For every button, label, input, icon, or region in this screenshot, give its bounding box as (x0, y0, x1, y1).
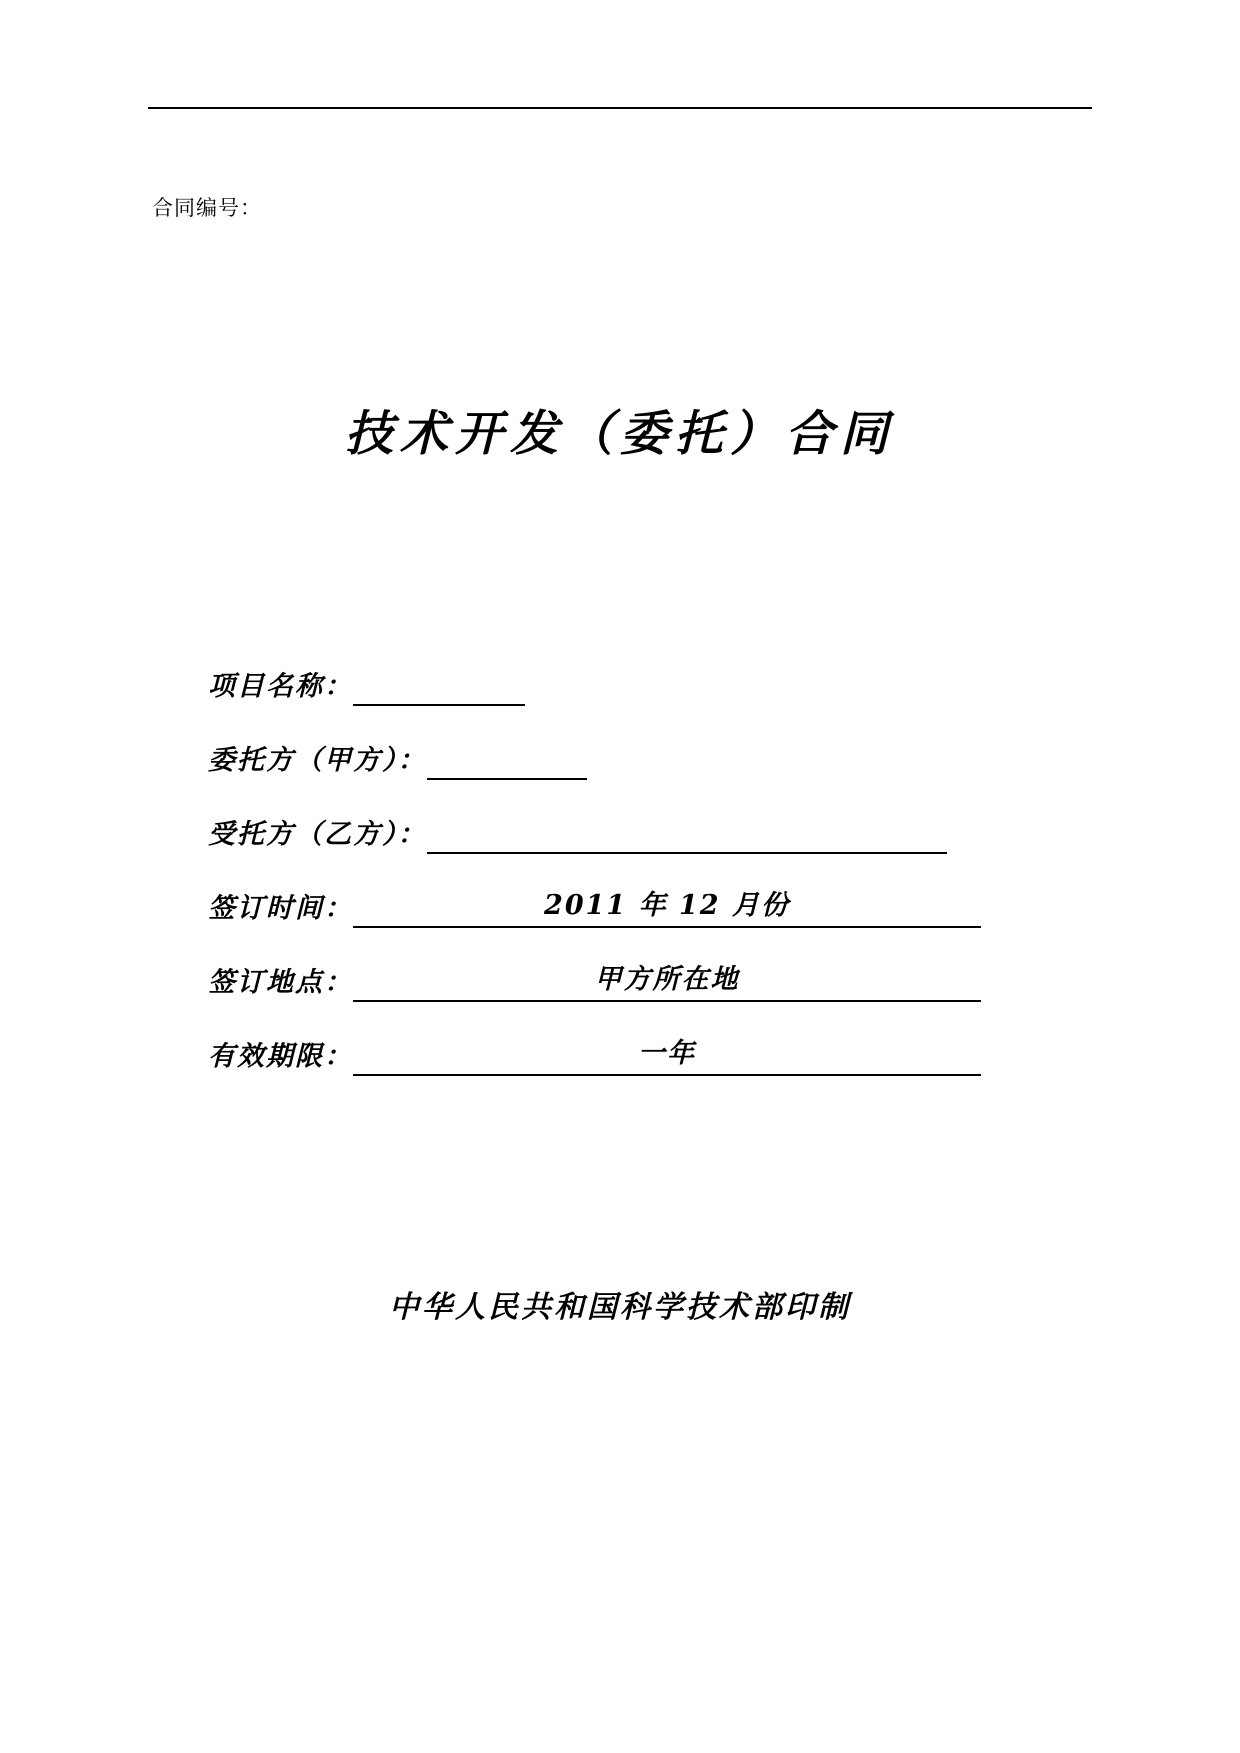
field-label-contractor: 受托方（乙方）： (208, 819, 427, 850)
field-value-contractor[interactable] (427, 824, 947, 854)
field-label-sign-place: 签订地点： (208, 967, 353, 998)
field-value-project-name[interactable] (353, 676, 525, 706)
field-label-valid-period: 有效期限： (208, 1041, 353, 1072)
contract-number-label: 合同编号： (152, 196, 262, 220)
field-label-client: 委托方（甲方）： (208, 745, 427, 776)
field-label-project-name: 项目名称： (208, 671, 353, 702)
field-row-sign-date (208, 854, 1068, 928)
page-title: 技术开发（委托）合同 (344, 406, 895, 462)
field-value-sign-place[interactable]: 甲方所在地 (353, 957, 981, 1002)
field-value-valid-period[interactable]: 一年 (353, 1031, 981, 1076)
field-row-valid-period (208, 1002, 1068, 1076)
contract-fields (208, 632, 1068, 1076)
field-value-client[interactable] (427, 750, 587, 780)
header-divider (148, 107, 1092, 109)
field-row-project-name (208, 632, 1068, 706)
field-row-contractor (208, 780, 1068, 854)
field-label-sign-date: 签订时间： (208, 893, 353, 924)
field-row-sign-place (208, 928, 1068, 1002)
field-value-sign-date[interactable]: 2011 年 12 月份 (353, 883, 981, 928)
issuer-line: 中华人民共和国科学技术部印制 (389, 1290, 851, 1325)
field-row-client (208, 706, 1068, 780)
